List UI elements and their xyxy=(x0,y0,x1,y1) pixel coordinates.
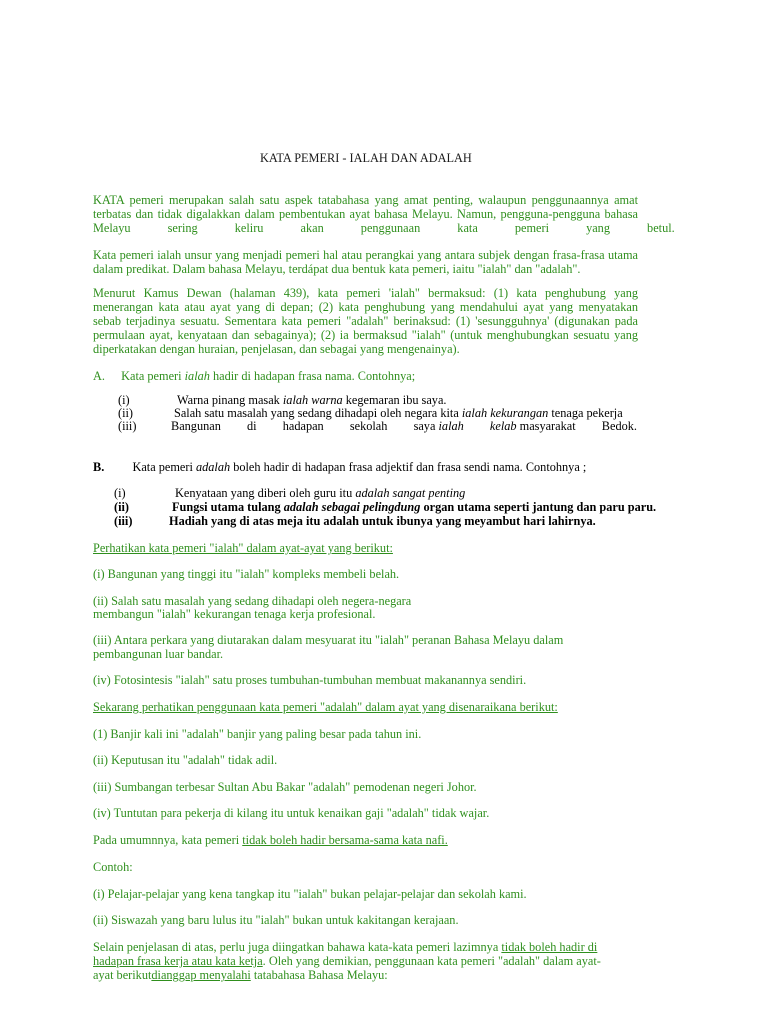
negation-pre: Pada umumnnya, kata pemeri xyxy=(93,833,243,847)
section-b-item-num-i: (i) xyxy=(114,486,126,500)
section-b-item-i xyxy=(175,486,465,500)
adalah-example-4: (iv) Tuntutan para pekerja di kilang itu untuk kenaikan gaji "adalah" tidak wajar. xyxy=(93,806,490,820)
final-line-2-rest: . Oleh yang demikian, penggunaan kata pemeri "adalah" dalam ayat- xyxy=(262,954,601,968)
ialah-example-3a: (iii) Antara perkara yang diutarakan dalam mesyuarat itu "ialah" peranan Bahasa Melayu dalam xyxy=(93,633,564,647)
contoh-example-2: (ii) Siswazah yang baru lulus itu "ialah" bukan untuk kakitangan kerajaan. xyxy=(93,913,459,927)
section-a-item-i xyxy=(177,393,447,407)
section-a-item-iii-w6: masyarakat xyxy=(519,419,576,433)
negation-underlined: tidak boleh hadir bersama-sama kata nafi. xyxy=(242,833,448,847)
ialah-example-2a: (ii) Salah satu masalah yang sedang dihadapi oleh negera-negara xyxy=(93,594,412,608)
section-a-text-pre: Kata pemeri xyxy=(121,369,185,383)
section-b-item-i-em: adalah sangat penting xyxy=(355,486,466,500)
kamus-line-2: menerangan kata atau ayat yang di depan; (2) kata penghubung yang mendahului ayat yang menyatakan xyxy=(93,300,638,314)
adalah-heading: Sekarang perhatikan penggunaan kata pemeri "adalah" dalam ayat yang disenaraikana berikut: xyxy=(93,700,558,714)
section-a-text-em: ialah xyxy=(184,369,210,383)
adalah-example-3: (iii) Sumbangan terbesar Sultan Abu Bakar "adalah" pemodenan negeri Johor. xyxy=(93,780,477,794)
section-a-item-iii-w4: sekolah xyxy=(349,419,388,433)
section-a-heading xyxy=(93,369,415,383)
kamus-line-5: diperkatakan dengan huraian, penjelasan, dan sebagai yang mengenainya). xyxy=(93,342,460,356)
section-a-item-iii-em2-group xyxy=(490,419,576,433)
section-b-item-i-pre: Kenyataan yang diberi oleh guru itu xyxy=(175,486,356,500)
section-b-text-em: adalah xyxy=(195,460,231,474)
contoh-label: Contoh: xyxy=(93,860,133,874)
section-b-item-iii: Hadiah yang di atas meja itu adalah untuk ibunya yang meyambut hari lahirnya. xyxy=(169,514,596,528)
section-a-item-iii-w5: saya xyxy=(413,419,436,433)
final-line-3-underlined: dianggap menyalahi xyxy=(151,968,251,982)
definition-line-2: dalam predikat. Dalam bahasa Melayu, terdápat dua bentuk kata pemeri, iaitu "ialah" dan "adalah". xyxy=(93,262,581,276)
intro-line-2: terbatas dan tidak digalakkan dalam pembentukan ayat bahasa Melayu. Namun, pengguna-pengguna bahasa xyxy=(93,207,638,221)
section-b-item-ii-post: organ utama seperti jantung dan paru paru. xyxy=(420,500,657,514)
definition-line-1: Kata pemeri ialah unsur yang menjadi pemeri hal atau perangkai yang antara subjek dengan frasa-frasa utama xyxy=(93,248,638,262)
section-a-item-num-i: (i) xyxy=(118,393,130,407)
ialah-example-4: (iv) Fotosintesis "ialah" satu proses tumbuhan-tumbuhan membuat makanannya sendiri. xyxy=(93,673,527,687)
section-a-item-ii-em: ialah kekurangan xyxy=(461,406,549,420)
ialah-example-1: (i) Bangunan yang tinggi itu "ialah" kompleks membeli belah. xyxy=(93,567,400,581)
section-a-item-num-iii: (iii) xyxy=(118,419,137,433)
final-line-3-pre: ayat berikut xyxy=(93,968,152,982)
section-a-item-iii-w3: hadapan xyxy=(282,419,324,433)
section-b-heading xyxy=(93,460,586,474)
final-line-3-post: tatabahasa Bahasa Melayu: xyxy=(250,968,388,982)
section-a-item-num-ii: (ii) xyxy=(118,406,134,420)
kamus-line-1: Menurut Kamus Dewan (halaman 439), kata pemeri 'ialah" bermaksud: (1) kata penghubung yang xyxy=(93,286,638,300)
section-b-text-post: boleh hadir di hadapan frasa adjektif dan frasa sendi nama. Contohnya ; xyxy=(230,460,587,474)
adalah-example-1: (1) Banjir kali ini "adalah" banjir yang paling besar pada tahun ini. xyxy=(93,727,422,741)
contoh-example-1: (i) Pelajar-pelajar yang kena tangkap itu "ialah" bukan pelajar-pelajar dan sekolah kami. xyxy=(93,887,527,901)
section-b-item-num-iii: (iii) xyxy=(114,514,133,528)
final-line-2-underlined: hadapan frasa kerja atau kata ketja xyxy=(93,954,263,968)
section-a-item-iii-w2: di xyxy=(247,419,257,433)
section-a-item-i-post: kegemaran ibu saya. xyxy=(342,393,447,407)
section-b-item-num-ii: (ii) xyxy=(114,500,130,514)
section-b-item-ii-em: adalah sebagai pelingdung xyxy=(283,500,421,514)
intro-line-1: KATA pemeri merupakan salah satu aspek tatabahasa yang amat penting, walaupun penggunaannya amat xyxy=(93,193,638,207)
ialah-example-3b: pembangunan luar bandar. xyxy=(93,647,224,661)
section-a-item-ii-pre: Salah satu masalah yang sedang dihadapi oleh negara kita xyxy=(174,406,462,420)
section-b-letter: B. xyxy=(93,460,105,474)
section-a-letter: A. xyxy=(93,369,105,383)
page-title: KATA PEMERI - IALAH DAN ADALAH xyxy=(260,151,472,165)
ialah-example-2b: membangun "ialah" kekurangan tenaga kerja profesional. xyxy=(93,607,376,621)
final-line-3 xyxy=(93,968,388,982)
section-a-item-ii-post: tenaga pekerja xyxy=(548,406,623,420)
section-a-item-iii-w7: Bedok. xyxy=(601,419,637,433)
section-a-item-iii-em2: kelab xyxy=(489,419,517,433)
section-a-item-ii xyxy=(174,406,623,420)
kamus-line-3: sebab terjadinya sesuatu. Sementara kata pemeri "adalah" berinaksud: (1) 'sesungguhnya' (digunakan pada xyxy=(93,314,638,328)
final-line-1-pre: Selain penjelasan di atas, perlu juga diingatkan bahawa kata-kata pemeri lazimnya xyxy=(93,940,502,954)
section-a-item-iii-w1: Bangunan xyxy=(171,419,221,433)
final-line-2 xyxy=(93,954,601,968)
adalah-example-2: (ii) Keputusan itu "adalah" tidak adil. xyxy=(93,753,278,767)
intro-line-3: Melayu sering keliru akan penggunaan kata pemeri yang betul. xyxy=(93,221,675,235)
section-a-item-iii-w5-group xyxy=(414,419,464,433)
ialah-heading: Perhatikan kata pemeri "ialah" dalam ayat-ayat yang berikut: xyxy=(93,541,393,555)
section-a-text-post: hadir di hadapan frasa nama. Contohnya; xyxy=(209,369,416,383)
section-a-item-i-em: ialah warna xyxy=(282,393,343,407)
final-line-1-underlined: tidak boleh hadir di xyxy=(501,940,598,954)
section-a-item-iii xyxy=(171,419,637,433)
section-b-text-pre: Kata pemeri xyxy=(132,460,196,474)
kamus-line-4: permulaan ayat, kenyataan dan sebagainya); (2) ia bermaksud "ialah" (untuk menghubungkan sesuatu yang xyxy=(93,328,638,342)
final-line-1 xyxy=(93,940,597,954)
section-a-item-i-pre: Warna pinang masak xyxy=(177,393,283,407)
negation-sentence xyxy=(93,833,448,847)
section-b-item-ii-pre: Fungsi utama tulang xyxy=(172,500,284,514)
section-b-item-ii xyxy=(172,500,656,514)
section-a-item-iii-em1: ialah xyxy=(438,419,464,433)
